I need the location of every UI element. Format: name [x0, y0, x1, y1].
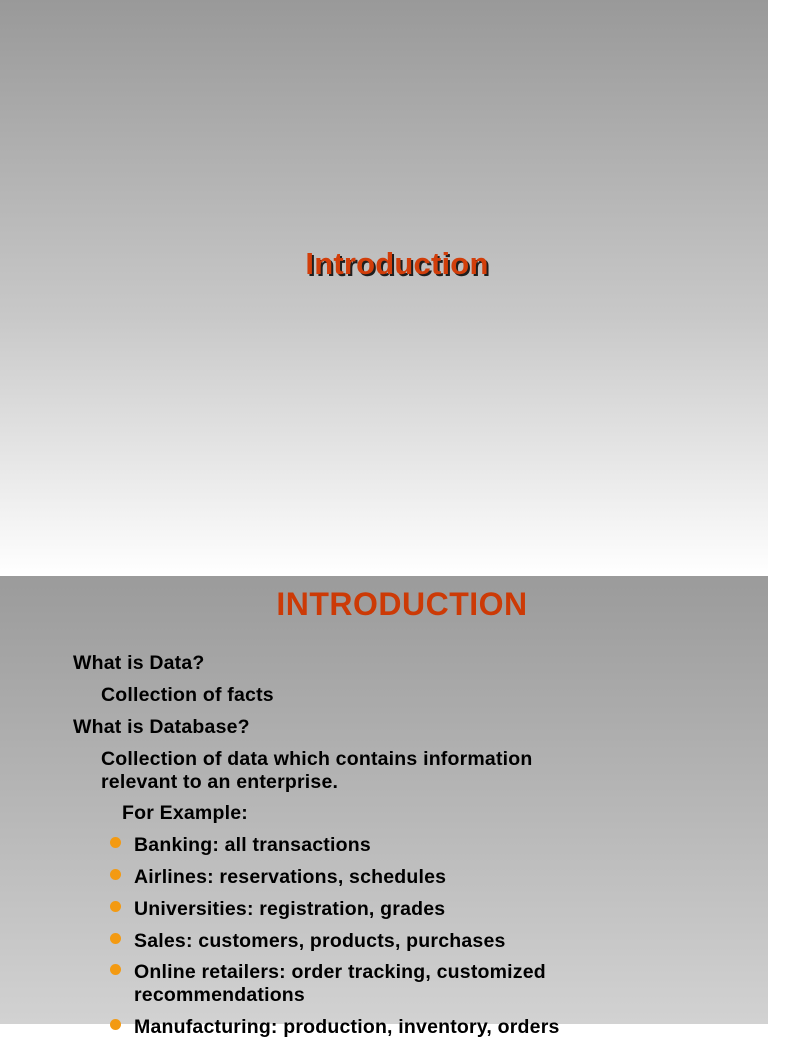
bullet-dot — [110, 869, 121, 880]
bullet-dot — [110, 964, 121, 975]
question-data: What is Data? — [73, 652, 205, 674]
bullet-dot — [110, 1019, 121, 1030]
bullet-item-airlines: Airlines: reservations, schedules — [134, 866, 447, 888]
question-database: What is Database? — [73, 716, 250, 738]
bullet-dot — [110, 837, 121, 848]
bullet-item-universities: Universities: registration, grades — [134, 898, 446, 920]
slide-1-title: Introduction — [305, 246, 489, 281]
slide-2-title: INTRODUCTION — [276, 586, 528, 622]
bullet-item-banking: Banking: all transactions — [134, 834, 371, 856]
answer-database-line-2: relevant to an enterprise. — [101, 771, 339, 793]
bullet-item-manufacturing: Manufacturing: production, inventory, orders — [134, 1016, 560, 1038]
bullet-item-sales: Sales: customers, products, purchases — [134, 930, 506, 952]
slide-2 — [0, 576, 768, 1024]
bullet-dot — [110, 933, 121, 944]
bullet-dot — [110, 901, 121, 912]
bullet-item-online-retailers: Online retailers: order tracking, customized — [134, 961, 546, 983]
answer-database-line-1: Collection of data which contains information — [101, 748, 533, 770]
example-label: For Example: — [122, 802, 248, 824]
answer-data: Collection of facts — [101, 684, 274, 706]
bullet-item-online-retailers-continuation: recommendations — [134, 984, 305, 1006]
